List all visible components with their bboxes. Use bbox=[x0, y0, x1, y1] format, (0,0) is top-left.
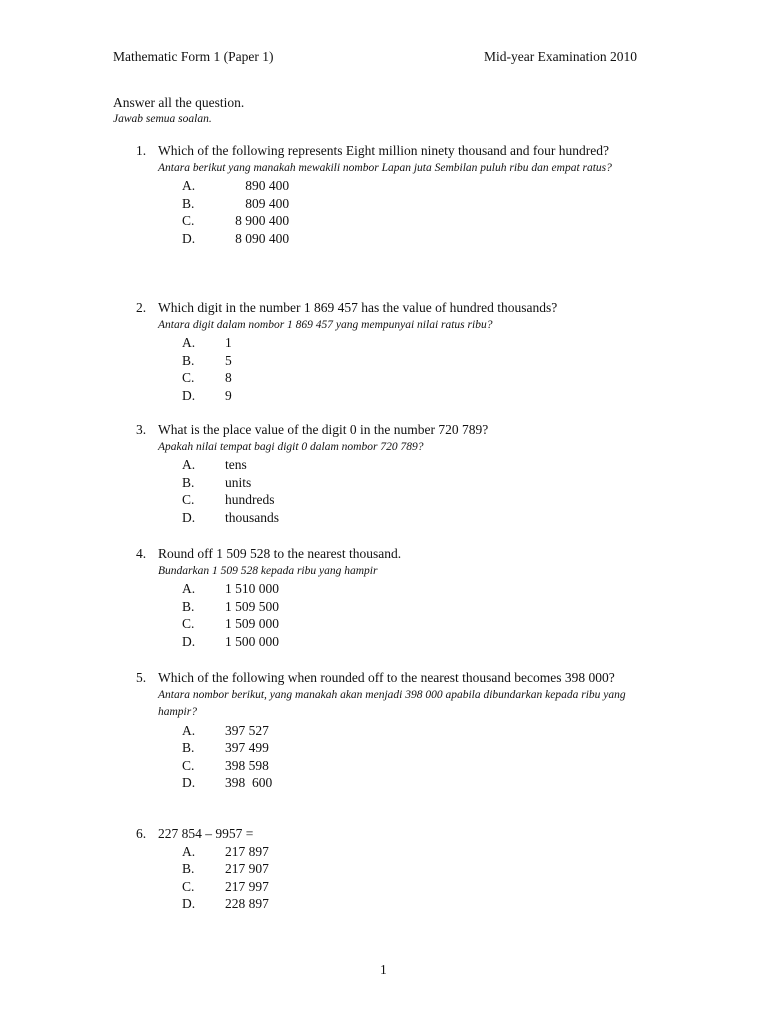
option-d bbox=[158, 633, 638, 651]
option-letter: D. bbox=[182, 633, 196, 649]
option-d bbox=[158, 774, 638, 792]
option-letter: C. bbox=[182, 878, 195, 894]
option-letter: B. bbox=[182, 861, 195, 876]
option-value: 217 997 bbox=[225, 878, 269, 894]
option-letter: A. bbox=[182, 843, 196, 859]
option-b bbox=[158, 598, 638, 616]
question-text-english: Round off 1 509 528 to the nearest thousand. bbox=[158, 546, 402, 561]
option-value: units bbox=[225, 474, 252, 490]
options-list bbox=[158, 334, 638, 404]
question-number: 2. bbox=[136, 300, 147, 315]
instructions bbox=[113, 94, 244, 126]
question-text-malay: Antara digit dalam nombor 1 869 457 yang mempunyai nilai ratus ribu? bbox=[158, 318, 493, 331]
option-a bbox=[158, 843, 638, 861]
option-value: 217 907 bbox=[225, 861, 269, 876]
option-c bbox=[158, 615, 638, 633]
option-d bbox=[158, 509, 638, 527]
option-letter: C. bbox=[182, 757, 195, 773]
option-value: 1 509 500 bbox=[225, 598, 279, 614]
question-number: 6. bbox=[136, 826, 147, 841]
options-list bbox=[158, 177, 638, 247]
option-value: 1 510 000 bbox=[225, 581, 279, 596]
option-b bbox=[158, 474, 638, 492]
question-text-english: Which of the following when rounded off to the nearest thousand becomes 398 000? bbox=[158, 670, 615, 685]
option-value: 890 400 bbox=[225, 178, 290, 193]
option-d bbox=[158, 387, 638, 405]
question-number: 4. bbox=[136, 546, 147, 561]
instruction-malay: Jawab semua soalan. bbox=[113, 112, 212, 125]
option-c bbox=[158, 757, 638, 775]
option-b bbox=[158, 195, 638, 213]
option-a bbox=[158, 580, 638, 598]
option-letter: D. bbox=[182, 775, 196, 790]
question-text-english: 227 854 – 9957 = bbox=[158, 826, 254, 841]
option-letter: D. bbox=[182, 896, 196, 911]
question-number: 1. bbox=[136, 143, 147, 158]
option-value: 397 499 bbox=[225, 740, 269, 755]
option-value: thousands bbox=[225, 509, 279, 525]
option-letter: B. bbox=[182, 474, 195, 490]
option-b bbox=[158, 739, 638, 757]
option-a bbox=[158, 177, 638, 195]
option-letter: B. bbox=[182, 195, 195, 211]
option-value: 397 527 bbox=[225, 722, 269, 738]
option-value: 1 bbox=[225, 335, 232, 350]
option-a bbox=[158, 334, 638, 352]
question-text-malay: Antara berikut yang manakah mewakili nombor Lapan juta Sembilan puluh ribu dan empat ratus? bbox=[158, 161, 612, 174]
option-letter: D. bbox=[182, 230, 196, 246]
page-number: 1 bbox=[380, 962, 387, 977]
options-list bbox=[158, 722, 638, 792]
option-d bbox=[158, 230, 638, 248]
option-letter: A. bbox=[182, 581, 196, 596]
option-value: tens bbox=[225, 457, 247, 472]
option-letter: D. bbox=[182, 387, 196, 403]
option-value: 228 897 bbox=[225, 896, 269, 911]
option-c bbox=[158, 369, 638, 387]
question-text-malay: Antara nombor berikut, yang manakah akan menjadi 398 000 apabila dibundarkan kepada ribu yang hampir? bbox=[158, 688, 626, 718]
header-subject: Mathematic Form 1 (Paper 1) bbox=[113, 49, 274, 64]
option-value: 8 090 400 bbox=[225, 230, 290, 246]
option-b bbox=[158, 860, 638, 878]
option-value: 809 400 bbox=[225, 195, 290, 211]
option-b bbox=[158, 352, 638, 370]
option-value: 5 bbox=[225, 352, 232, 368]
option-value: 217 897 bbox=[225, 843, 269, 859]
option-value: hundreds bbox=[225, 492, 275, 507]
option-a bbox=[158, 722, 638, 740]
question-number: 3. bbox=[136, 422, 147, 437]
question-text-english: Which digit in the number 1 869 457 has the value of hundred thousands? bbox=[158, 300, 558, 315]
question-number: 5. bbox=[136, 670, 147, 685]
option-letter: C. bbox=[182, 616, 195, 631]
options-list bbox=[158, 580, 638, 650]
question-text-malay: Bundarkan 1 509 528 kepada ribu yang hampir bbox=[158, 564, 378, 577]
option-value: 9 bbox=[225, 387, 232, 403]
option-letter: A. bbox=[182, 457, 196, 472]
options-list bbox=[158, 456, 638, 526]
option-value: 398 600 bbox=[225, 775, 273, 790]
options-list bbox=[158, 843, 638, 913]
option-value: 1 509 000 bbox=[225, 616, 279, 631]
option-value: 8 900 400 bbox=[225, 213, 290, 228]
option-value: 1 500 000 bbox=[225, 633, 279, 649]
option-letter: B. bbox=[182, 740, 195, 755]
option-a bbox=[158, 456, 638, 474]
question-text-malay: Apakah nilai tempat bagi digit 0 dalam nombor 720 789? bbox=[158, 440, 424, 453]
option-letter: B. bbox=[182, 352, 195, 368]
option-c bbox=[158, 878, 638, 896]
option-letter: B. bbox=[182, 598, 195, 614]
option-letter: A. bbox=[182, 335, 196, 350]
option-letter: D. bbox=[182, 509, 196, 525]
option-d bbox=[158, 895, 638, 913]
option-c bbox=[158, 212, 638, 230]
question-text-english: What is the place value of the digit 0 in the number 720 789? bbox=[158, 422, 489, 437]
question-text-english: Which of the following represents Eight million ninety thousand and four hundred? bbox=[158, 143, 610, 158]
header-exam: Mid-year Examination 2010 bbox=[484, 49, 637, 64]
option-c bbox=[158, 491, 638, 509]
option-letter: A. bbox=[182, 178, 196, 193]
instruction-english: Answer all the question. bbox=[113, 95, 245, 110]
option-letter: A. bbox=[182, 722, 196, 738]
option-value: 8 bbox=[225, 370, 232, 385]
option-letter: C. bbox=[182, 213, 195, 228]
option-value: 398 598 bbox=[225, 757, 269, 773]
option-letter: C. bbox=[182, 492, 195, 507]
option-letter: C. bbox=[182, 370, 195, 385]
